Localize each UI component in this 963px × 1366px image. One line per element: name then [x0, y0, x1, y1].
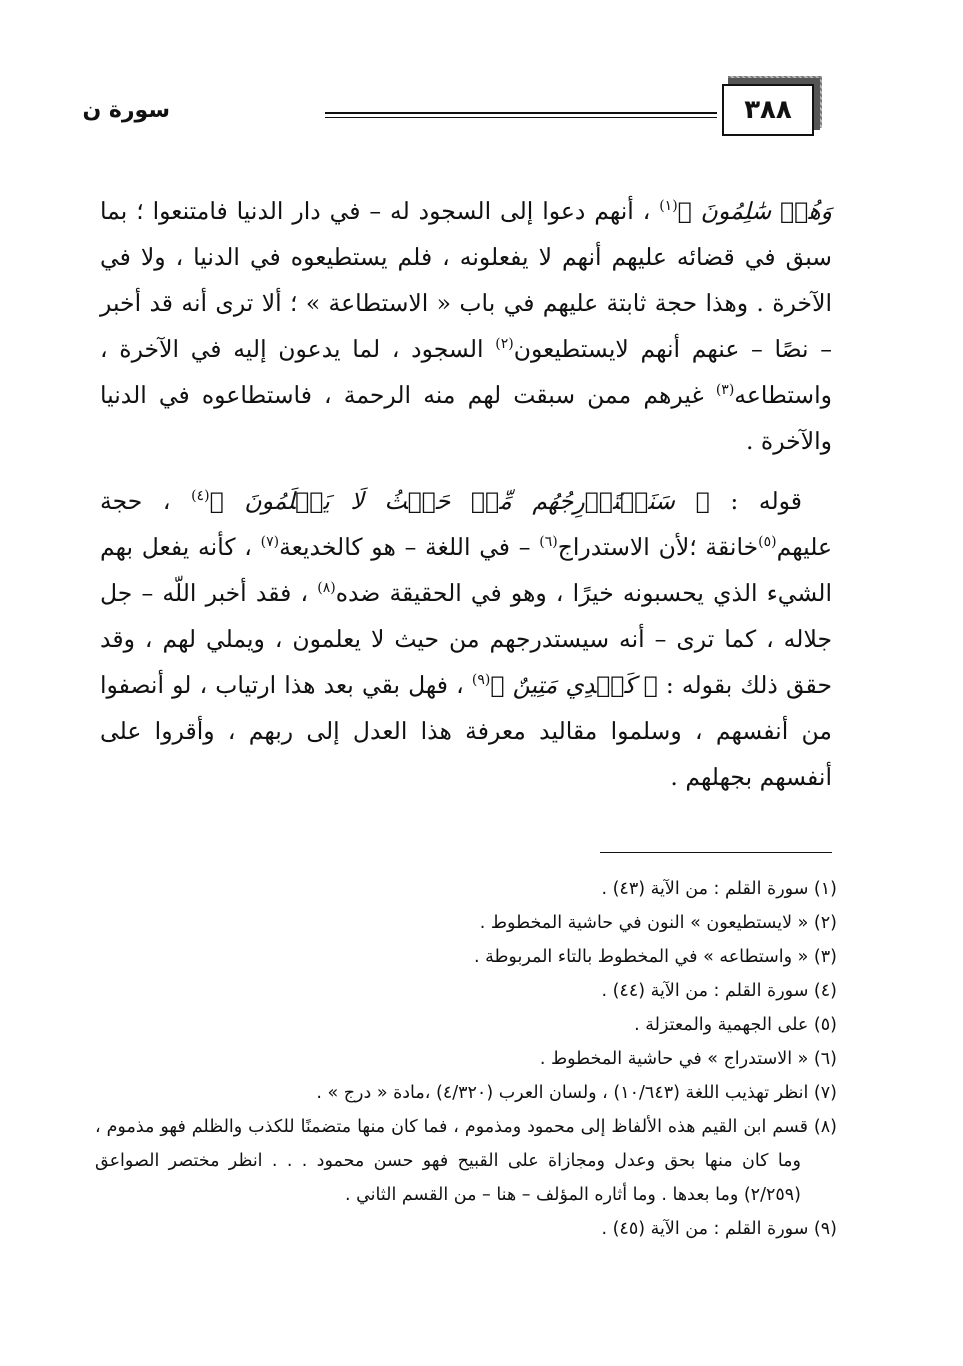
- footnote-1: (١) سورة القلم : من الآية (٤٣) .: [601, 879, 837, 899]
- footnote-ref: (٨): [317, 580, 336, 597]
- footnote-ref: (٤): [191, 488, 210, 505]
- paragraph-text: قوله :: [709, 487, 802, 515]
- footnote-ref: (٣): [715, 382, 735, 399]
- paragraph-text: ، أنهم دعوا إلى السجود له – في دار الدنيا فامتنعوا ؛ بما سبق في قضائه عليهم أنهم لا يفعلونه ، فلم يستطيعوه في الدنيا ، ولا في الآخرة . وهذا حجة ثابتة عليهم في باب « الاستطاعة » ؛ ألا ترى أنه قد أخبر – نصًا – عنهم أنهم لايستطيعون: [100, 197, 832, 363]
- paragraph-text: ، فقد أخبر اللّه – جل جلاله ، كما ترى – أنه سيستدرجهم من حيث لا يعلمون ، ويملي لهم ، وقد حقق ذلك بقوله :: [100, 579, 832, 699]
- footnote-9: (٩) سورة القلم : من الآية (٤٥) .: [601, 1219, 837, 1239]
- footnote-4: (٤) سورة القلم : من الآية (٤٤) .: [601, 981, 837, 1001]
- footnote-ref: (٦): [539, 534, 558, 551]
- footnote-separator: [600, 852, 832, 853]
- header-rule-thin: [325, 117, 717, 118]
- paragraph-text: – في اللغة – هو كالخديعة: [279, 533, 540, 561]
- footnote-ref: (٢): [495, 336, 514, 353]
- paragraph-text: خانقة ؛لأن الاستدراج: [557, 533, 759, 561]
- footnote-3: (٣) « واستطاعه » في المخطوط بالتاء المربوطة .: [473, 947, 837, 967]
- footnote-7: (٧) انظر تهذيب اللغة (١٠/٦٤٣) ، ولسان العرب (٤/٣٢٠) ،مادة « درج » .: [316, 1083, 837, 1103]
- paragraph-1: [100, 188, 832, 464]
- quran-quote: ﴿ سَنَسۡتَدۡرِجُهُم مِّنۡ حَيۡثُ لَا يَعۡلَمُونَ ﴾: [209, 487, 710, 515]
- paragraph-text: غيرهم ممن سبقت لهم منه الرحمة ، فاستطاعوه في الدنيا والآخرة .: [100, 381, 832, 455]
- paragraph-text: ، كأنه يفعل بهم الشيء الذي يحسبونه خيرًا ، وهو في الحقيقة ضده: [100, 533, 832, 607]
- header-rule: [325, 112, 717, 114]
- running-header-surah-title: سورة ن: [82, 98, 170, 123]
- quran-quote: ﴿ كَيۡدِي مَتِينٌ ﴾: [490, 671, 658, 699]
- footnote-2: (٢) « لايستطيعون » النون في حاشية المخطوط .: [479, 913, 837, 933]
- paragraph-text: ، حجة عليهم: [100, 487, 832, 561]
- footnote-ref: (٧): [260, 534, 280, 551]
- paragraph-text: ، فهل بقي بعد هذا ارتياب ، لو أنصفوا من أنفسهم ، وسلموا مقاليد معرفة هذا العدل إلى ربهم ، وأقروا على أنفسهم بجهلهم .: [100, 671, 832, 791]
- footnote-5: (٥) على الجهمية والمعتزلة .: [634, 1015, 837, 1035]
- page-number: ٣٨٨: [722, 84, 814, 136]
- main-text: [100, 188, 832, 800]
- footnote-ref: (٥): [758, 534, 777, 551]
- paragraph-2: [100, 478, 832, 800]
- footnote-8: (٨) قسم ابن القيم هذه الألفاظ إلى محمود ومذموم ، فما كان منها متضمنًا للكذب والظلم فهو مذموم ، وما كان منها بحق وعدل ومجازاة على القبيح فهو حسن محمود . . . انظر مختصر الصواعق (٢/٢٥٩) وما بعدها . وما أثاره المؤلف – هنا – من القسم الثاني .: [95, 1117, 837, 1205]
- footnote-ref: (٩): [471, 672, 491, 689]
- footnote-6: (٦) « الاستدراج » في حاشية المخطوط .: [539, 1049, 837, 1069]
- paragraph-text: السجود ، لما يدعون إليه في الآخرة ، واستطاعه: [100, 335, 832, 409]
- quran-quote: وَهُمۡ سَٰلِمُونَ ﴾: [677, 197, 832, 225]
- footnotes: [95, 872, 837, 1246]
- footnote-ref: (١): [659, 198, 678, 215]
